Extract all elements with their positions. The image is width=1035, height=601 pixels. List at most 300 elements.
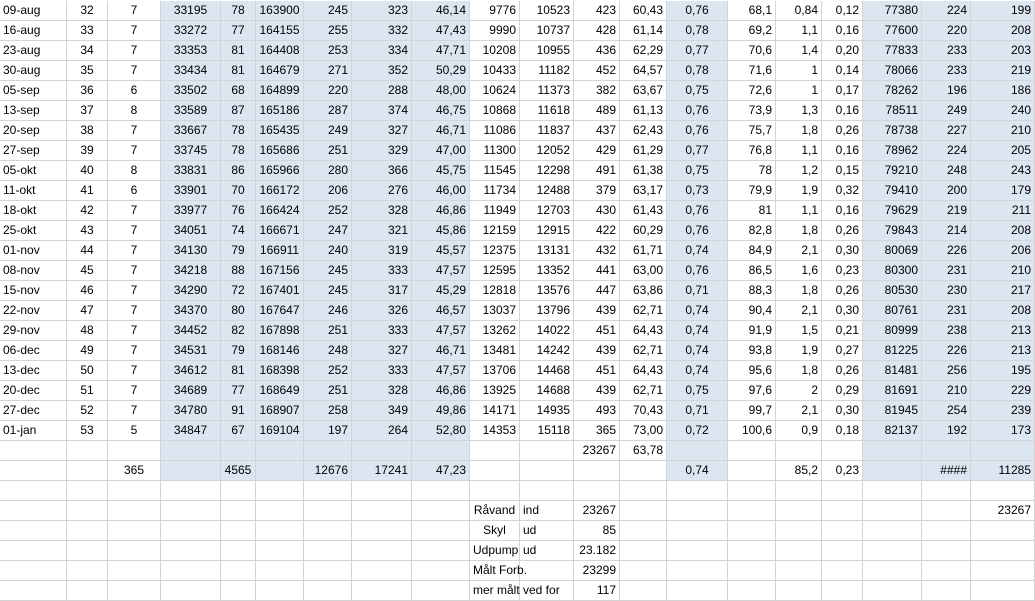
table-cell[interactable] bbox=[304, 581, 352, 601]
table-cell[interactable]: 88 bbox=[221, 261, 256, 281]
table-cell[interactable]: 211 bbox=[971, 201, 1035, 221]
table-cell[interactable]: 214 bbox=[922, 221, 971, 241]
table-cell[interactable] bbox=[67, 461, 108, 481]
table-cell[interactable]: 7 bbox=[108, 401, 161, 421]
table-cell[interactable]: 61,38 bbox=[620, 161, 667, 181]
table-cell[interactable]: 77833 bbox=[863, 41, 922, 61]
table-cell[interactable]: 365 bbox=[574, 421, 620, 441]
table-cell[interactable]: 166424 bbox=[256, 201, 304, 221]
table-cell[interactable]: 1,8 bbox=[776, 121, 822, 141]
table-cell[interactable]: 6 bbox=[108, 81, 161, 101]
table-cell[interactable]: 0,9 bbox=[776, 421, 822, 441]
table-cell[interactable] bbox=[776, 481, 822, 501]
table-cell[interactable] bbox=[667, 441, 728, 461]
table-cell[interactable]: 63,78 bbox=[620, 441, 667, 461]
table-cell[interactable]: 33901 bbox=[161, 181, 221, 201]
table-cell[interactable]: 12818 bbox=[470, 281, 520, 301]
table-cell[interactable]: 79843 bbox=[863, 221, 922, 241]
table-cell[interactable]: 81 bbox=[221, 61, 256, 81]
table-cell[interactable]: 271 bbox=[304, 61, 352, 81]
table-cell[interactable] bbox=[620, 561, 667, 581]
table-cell[interactable]: 117 bbox=[574, 581, 620, 601]
table-cell[interactable]: 13-sep bbox=[0, 101, 67, 121]
table-cell[interactable]: 0,15 bbox=[822, 161, 863, 181]
table-cell[interactable] bbox=[412, 521, 470, 541]
table-cell[interactable] bbox=[304, 541, 352, 561]
table-cell[interactable]: 47,23 bbox=[412, 461, 470, 481]
table-cell[interactable]: 15118 bbox=[520, 421, 574, 441]
table-cell[interactable]: 11-okt bbox=[0, 181, 67, 201]
table-cell[interactable]: 0,16 bbox=[822, 141, 863, 161]
table-cell[interactable]: 63,17 bbox=[620, 181, 667, 201]
table-cell[interactable] bbox=[922, 581, 971, 601]
table-cell[interactable]: 34780 bbox=[161, 401, 221, 421]
table-cell[interactable]: 80069 bbox=[863, 241, 922, 261]
table-cell[interactable]: 79410 bbox=[863, 181, 922, 201]
table-cell[interactable] bbox=[776, 541, 822, 561]
table-cell[interactable] bbox=[822, 541, 863, 561]
table-cell[interactable]: 0,76 bbox=[667, 1, 728, 21]
table-cell[interactable] bbox=[863, 561, 922, 581]
table-cell[interactable]: 46,57 bbox=[412, 301, 470, 321]
table-cell[interactable]: 05-okt bbox=[0, 161, 67, 181]
table-cell[interactable]: 11086 bbox=[470, 121, 520, 141]
table-cell[interactable] bbox=[161, 441, 221, 461]
table-cell[interactable]: 01-nov bbox=[0, 241, 67, 261]
table-cell[interactable] bbox=[412, 481, 470, 501]
table-cell[interactable]: 217 bbox=[971, 281, 1035, 301]
table-cell[interactable] bbox=[470, 441, 520, 461]
table-cell[interactable]: 0,17 bbox=[822, 81, 863, 101]
table-cell[interactable]: ud bbox=[520, 541, 574, 561]
table-cell[interactable] bbox=[620, 461, 667, 481]
table-cell[interactable]: 165186 bbox=[256, 101, 304, 121]
table-cell[interactable] bbox=[108, 521, 161, 541]
table-cell[interactable]: 72,6 bbox=[728, 81, 776, 101]
table-cell[interactable]: 77 bbox=[221, 21, 256, 41]
table-cell[interactable]: 33589 bbox=[161, 101, 221, 121]
table-cell[interactable]: 164899 bbox=[256, 81, 304, 101]
table-cell[interactable]: 06-dec bbox=[0, 341, 67, 361]
table-cell[interactable]: 213 bbox=[971, 321, 1035, 341]
table-cell[interactable]: 85,2 bbox=[776, 461, 822, 481]
table-cell[interactable]: 63,86 bbox=[620, 281, 667, 301]
table-cell[interactable]: 93,8 bbox=[728, 341, 776, 361]
table-cell[interactable]: 64,57 bbox=[620, 61, 667, 81]
table-cell[interactable]: 20-sep bbox=[0, 121, 67, 141]
table-cell[interactable]: 47,00 bbox=[412, 141, 470, 161]
table-cell[interactable]: 0,16 bbox=[822, 201, 863, 221]
table-cell[interactable]: 8 bbox=[108, 161, 161, 181]
table-cell[interactable]: 251 bbox=[304, 321, 352, 341]
table-cell[interactable] bbox=[161, 501, 221, 521]
table-cell[interactable]: 251 bbox=[304, 381, 352, 401]
table-cell[interactable]: 46,71 bbox=[412, 341, 470, 361]
table-cell[interactable]: 220 bbox=[304, 81, 352, 101]
table-cell[interactable]: 0,12 bbox=[822, 1, 863, 21]
table-cell[interactable]: 210 bbox=[971, 261, 1035, 281]
table-cell[interactable] bbox=[304, 481, 352, 501]
table-cell[interactable]: 1,8 bbox=[776, 281, 822, 301]
table-cell[interactable]: 164679 bbox=[256, 61, 304, 81]
table-cell[interactable]: 192 bbox=[922, 421, 971, 441]
table-cell[interactable]: 7 bbox=[108, 361, 161, 381]
table-cell[interactable] bbox=[352, 561, 412, 581]
table-cell[interactable]: 168146 bbox=[256, 341, 304, 361]
table-cell[interactable]: 14468 bbox=[520, 361, 574, 381]
table-cell[interactable]: 84,9 bbox=[728, 241, 776, 261]
table-cell[interactable]: 82,8 bbox=[728, 221, 776, 241]
table-cell[interactable]: 41 bbox=[67, 181, 108, 201]
table-cell[interactable]: 333 bbox=[352, 321, 412, 341]
table-cell[interactable]: 33434 bbox=[161, 61, 221, 81]
table-cell[interactable]: 233 bbox=[922, 61, 971, 81]
table-cell[interactable]: 62,71 bbox=[620, 301, 667, 321]
table-cell[interactable] bbox=[256, 561, 304, 581]
table-cell[interactable]: 0,78 bbox=[667, 61, 728, 81]
table-cell[interactable]: 10868 bbox=[470, 101, 520, 121]
table-cell[interactable]: 1 bbox=[776, 61, 822, 81]
table-cell[interactable] bbox=[620, 521, 667, 541]
table-cell[interactable]: 12703 bbox=[520, 201, 574, 221]
table-cell[interactable]: 7 bbox=[108, 341, 161, 361]
table-cell[interactable]: 14688 bbox=[520, 381, 574, 401]
table-cell[interactable]: 329 bbox=[352, 141, 412, 161]
table-cell[interactable]: 61,71 bbox=[620, 241, 667, 261]
table-cell[interactable]: 200 bbox=[922, 181, 971, 201]
table-cell[interactable] bbox=[776, 501, 822, 521]
table-cell[interactable]: 01-jan bbox=[0, 421, 67, 441]
table-cell[interactable]: 12676 bbox=[304, 461, 352, 481]
table-cell[interactable]: 167156 bbox=[256, 261, 304, 281]
table-cell[interactable]: 81225 bbox=[863, 341, 922, 361]
table-cell[interactable] bbox=[161, 581, 221, 601]
table-cell[interactable]: 253 bbox=[304, 41, 352, 61]
table-cell[interactable] bbox=[574, 461, 620, 481]
table-cell[interactable]: 0,30 bbox=[822, 241, 863, 261]
table-cell[interactable] bbox=[256, 461, 304, 481]
table-cell[interactable]: 34531 bbox=[161, 341, 221, 361]
table-cell[interactable]: 63,67 bbox=[620, 81, 667, 101]
table-cell[interactable] bbox=[520, 441, 574, 461]
table-cell[interactable]: 7 bbox=[108, 121, 161, 141]
table-cell[interactable]: 18-okt bbox=[0, 201, 67, 221]
table-cell[interactable]: 240 bbox=[971, 101, 1035, 121]
table-cell[interactable] bbox=[412, 561, 470, 581]
table-cell[interactable]: 34847 bbox=[161, 421, 221, 441]
table-cell[interactable]: 79 bbox=[221, 241, 256, 261]
table-cell[interactable]: 229 bbox=[971, 381, 1035, 401]
table-cell[interactable]: 165686 bbox=[256, 141, 304, 161]
table-cell[interactable] bbox=[0, 481, 67, 501]
table-cell[interactable]: 319 bbox=[352, 241, 412, 261]
table-cell[interactable] bbox=[728, 481, 776, 501]
table-cell[interactable]: 80530 bbox=[863, 281, 922, 301]
table-cell[interactable]: 47,71 bbox=[412, 41, 470, 61]
table-cell[interactable]: 0,78 bbox=[667, 21, 728, 41]
table-cell[interactable]: 78 bbox=[221, 1, 256, 21]
table-cell[interactable]: 45 bbox=[67, 261, 108, 281]
table-cell[interactable]: 0,74 bbox=[667, 361, 728, 381]
table-cell[interactable] bbox=[667, 541, 728, 561]
table-cell[interactable]: 0,75 bbox=[667, 161, 728, 181]
table-cell[interactable]: 249 bbox=[304, 121, 352, 141]
table-cell[interactable]: 36 bbox=[67, 81, 108, 101]
table-cell[interactable]: 48,00 bbox=[412, 81, 470, 101]
table-cell[interactable]: 32 bbox=[67, 1, 108, 21]
table-cell[interactable] bbox=[256, 541, 304, 561]
table-cell[interactable]: 374 bbox=[352, 101, 412, 121]
table-cell[interactable] bbox=[256, 521, 304, 541]
table-cell[interactable]: 1,4 bbox=[776, 41, 822, 61]
table-cell[interactable]: 1,1 bbox=[776, 141, 822, 161]
table-cell[interactable] bbox=[67, 581, 108, 601]
table-cell[interactable]: 169104 bbox=[256, 421, 304, 441]
table-cell[interactable]: 0,21 bbox=[822, 321, 863, 341]
table-cell[interactable]: 78962 bbox=[863, 141, 922, 161]
table-cell[interactable]: 7 bbox=[108, 381, 161, 401]
table-cell[interactable]: 210 bbox=[971, 121, 1035, 141]
table-cell[interactable]: 13352 bbox=[520, 261, 574, 281]
table-cell[interactable]: 34051 bbox=[161, 221, 221, 241]
table-cell[interactable]: 77380 bbox=[863, 1, 922, 21]
table-cell[interactable]: 1,3 bbox=[776, 101, 822, 121]
table-cell[interactable]: 328 bbox=[352, 201, 412, 221]
table-cell[interactable]: 258 bbox=[304, 401, 352, 421]
table-cell[interactable]: 186 bbox=[971, 81, 1035, 101]
table-cell[interactable] bbox=[221, 541, 256, 561]
table-cell[interactable]: 11373 bbox=[520, 81, 574, 101]
table-cell[interactable]: 166911 bbox=[256, 241, 304, 261]
table-cell[interactable]: 82 bbox=[221, 321, 256, 341]
table-cell[interactable] bbox=[0, 541, 67, 561]
table-cell[interactable] bbox=[520, 481, 574, 501]
table-cell[interactable]: 61,43 bbox=[620, 201, 667, 221]
table-cell[interactable]: 5 bbox=[108, 421, 161, 441]
table-cell[interactable]: 45,86 bbox=[412, 221, 470, 241]
table-cell[interactable] bbox=[221, 441, 256, 461]
table-cell[interactable]: 78 bbox=[728, 161, 776, 181]
table-cell[interactable]: 382 bbox=[574, 81, 620, 101]
table-cell[interactable] bbox=[728, 501, 776, 521]
table-cell[interactable]: 78 bbox=[221, 141, 256, 161]
table-cell[interactable]: 78511 bbox=[863, 101, 922, 121]
table-cell[interactable]: 230 bbox=[922, 281, 971, 301]
table-cell[interactable] bbox=[221, 481, 256, 501]
table-cell[interactable] bbox=[620, 581, 667, 601]
table-cell[interactable]: 11734 bbox=[470, 181, 520, 201]
table-cell[interactable]: 276 bbox=[352, 181, 412, 201]
table-cell[interactable]: 0,32 bbox=[822, 181, 863, 201]
table-cell[interactable]: 7 bbox=[108, 241, 161, 261]
table-cell[interactable]: 11618 bbox=[520, 101, 574, 121]
table-cell[interactable]: 91 bbox=[221, 401, 256, 421]
table-cell[interactable]: 251 bbox=[304, 141, 352, 161]
table-cell[interactable]: 203 bbox=[971, 41, 1035, 61]
table-cell[interactable]: 0,76 bbox=[667, 101, 728, 121]
table-cell[interactable]: 0,76 bbox=[667, 221, 728, 241]
table-cell[interactable]: 333 bbox=[352, 361, 412, 381]
table-cell[interactable]: 45,75 bbox=[412, 161, 470, 181]
table-cell[interactable]: 10737 bbox=[520, 21, 574, 41]
table-cell[interactable]: 245 bbox=[304, 1, 352, 21]
table-cell[interactable]: 33353 bbox=[161, 41, 221, 61]
table-cell[interactable] bbox=[667, 581, 728, 601]
table-cell[interactable]: 208 bbox=[971, 301, 1035, 321]
table-cell[interactable] bbox=[67, 481, 108, 501]
table-cell[interactable] bbox=[470, 461, 520, 481]
table-cell[interactable]: 33272 bbox=[161, 21, 221, 41]
table-cell[interactable]: 81 bbox=[221, 361, 256, 381]
table-cell[interactable]: 255 bbox=[304, 21, 352, 41]
table-cell[interactable]: 46,71 bbox=[412, 121, 470, 141]
table-cell[interactable] bbox=[574, 481, 620, 501]
table-cell[interactable]: 8 bbox=[108, 101, 161, 121]
table-cell[interactable]: 196 bbox=[922, 81, 971, 101]
table-cell[interactable]: 168907 bbox=[256, 401, 304, 421]
table-cell[interactable]: 288 bbox=[352, 81, 412, 101]
table-cell[interactable]: 62,71 bbox=[620, 341, 667, 361]
table-cell[interactable]: 447 bbox=[574, 281, 620, 301]
table-cell[interactable] bbox=[108, 581, 161, 601]
table-cell[interactable]: 332 bbox=[352, 21, 412, 41]
table-cell[interactable]: 167647 bbox=[256, 301, 304, 321]
table-cell[interactable]: 77600 bbox=[863, 21, 922, 41]
table-cell[interactable]: 7 bbox=[108, 221, 161, 241]
table-cell[interactable]: 328 bbox=[352, 381, 412, 401]
table-cell[interactable] bbox=[256, 441, 304, 461]
table-cell[interactable]: 0,71 bbox=[667, 401, 728, 421]
table-cell[interactable]: 47,43 bbox=[412, 21, 470, 41]
table-cell[interactable]: 226 bbox=[922, 341, 971, 361]
table-cell[interactable]: 11837 bbox=[520, 121, 574, 141]
table-cell[interactable]: 51 bbox=[67, 381, 108, 401]
table-cell[interactable]: 0,74 bbox=[667, 341, 728, 361]
table-cell[interactable]: 10433 bbox=[470, 61, 520, 81]
table-cell[interactable]: 39 bbox=[67, 141, 108, 161]
table-cell[interactable]: 22-nov bbox=[0, 301, 67, 321]
table-cell[interactable]: 60,43 bbox=[620, 1, 667, 21]
table-cell[interactable]: 166172 bbox=[256, 181, 304, 201]
table-cell[interactable] bbox=[412, 501, 470, 521]
table-cell[interactable]: 79629 bbox=[863, 201, 922, 221]
table-cell[interactable]: 76 bbox=[221, 201, 256, 221]
table-cell[interactable]: 352 bbox=[352, 61, 412, 81]
table-cell[interactable]: 27-sep bbox=[0, 141, 67, 161]
table-cell[interactable] bbox=[863, 541, 922, 561]
table-cell[interactable]: 208 bbox=[971, 221, 1035, 241]
table-cell[interactable]: 45,29 bbox=[412, 281, 470, 301]
table-cell[interactable]: 95,6 bbox=[728, 361, 776, 381]
table-cell[interactable]: 50,29 bbox=[412, 61, 470, 81]
table-cell[interactable]: 86 bbox=[221, 161, 256, 181]
table-cell[interactable]: 167401 bbox=[256, 281, 304, 301]
table-cell[interactable] bbox=[728, 461, 776, 481]
table-cell[interactable] bbox=[412, 541, 470, 561]
table-cell[interactable]: 100,6 bbox=[728, 421, 776, 441]
table-cell[interactable]: 1,1 bbox=[776, 21, 822, 41]
table-cell[interactable]: 168649 bbox=[256, 381, 304, 401]
table-cell[interactable]: 0,14 bbox=[822, 61, 863, 81]
table-cell[interactable]: 7 bbox=[108, 201, 161, 221]
table-cell[interactable]: 199 bbox=[971, 1, 1035, 21]
table-cell[interactable]: #### bbox=[922, 461, 971, 481]
table-cell[interactable]: 81 bbox=[221, 41, 256, 61]
table-cell[interactable] bbox=[922, 441, 971, 461]
table-cell[interactable]: 86,5 bbox=[728, 261, 776, 281]
table-cell[interactable]: 0,26 bbox=[822, 221, 863, 241]
table-cell[interactable]: 287 bbox=[304, 101, 352, 121]
table-cell[interactable]: 68 bbox=[221, 81, 256, 101]
table-cell[interactable]: 13262 bbox=[470, 321, 520, 341]
table-cell[interactable]: 81 bbox=[728, 201, 776, 221]
table-cell[interactable]: 47 bbox=[67, 301, 108, 321]
table-cell[interactable] bbox=[971, 441, 1035, 461]
table-cell[interactable]: 79210 bbox=[863, 161, 922, 181]
table-cell[interactable]: 1,2 bbox=[776, 161, 822, 181]
table-cell[interactable]: 29-nov bbox=[0, 321, 67, 341]
table-cell[interactable] bbox=[520, 581, 574, 601]
table-cell[interactable]: 49 bbox=[67, 341, 108, 361]
table-cell[interactable]: 333 bbox=[352, 261, 412, 281]
table-cell[interactable] bbox=[822, 501, 863, 521]
table-cell[interactable]: 47,57 bbox=[412, 321, 470, 341]
table-cell[interactable] bbox=[67, 441, 108, 461]
table-cell[interactable]: 12159 bbox=[470, 221, 520, 241]
table-cell[interactable]: 79,9 bbox=[728, 181, 776, 201]
table-cell[interactable]: 34452 bbox=[161, 321, 221, 341]
table-cell[interactable]: 1,1 bbox=[776, 201, 822, 221]
table-cell[interactable]: 164155 bbox=[256, 21, 304, 41]
table-cell[interactable]: 0,75 bbox=[667, 381, 728, 401]
table-cell[interactable]: 219 bbox=[971, 61, 1035, 81]
table-cell[interactable]: 23-aug bbox=[0, 41, 67, 61]
table-cell[interactable]: 46,86 bbox=[412, 381, 470, 401]
table-cell[interactable]: 173 bbox=[971, 421, 1035, 441]
table-cell[interactable]: 0,23 bbox=[822, 261, 863, 281]
table-cell[interactable]: 46,75 bbox=[412, 101, 470, 121]
table-cell[interactable] bbox=[620, 481, 667, 501]
table-cell[interactable]: 0,77 bbox=[667, 41, 728, 61]
table-cell[interactable]: 220 bbox=[922, 21, 971, 41]
table-cell[interactable]: 0,74 bbox=[667, 241, 728, 261]
table-cell[interactable] bbox=[971, 521, 1035, 541]
table-cell[interactable] bbox=[67, 561, 108, 581]
table-cell[interactable] bbox=[667, 521, 728, 541]
table-cell[interactable]: 323 bbox=[352, 1, 412, 21]
table-cell[interactable]: 08-nov bbox=[0, 261, 67, 281]
table-cell[interactable] bbox=[922, 541, 971, 561]
table-cell[interactable]: 34689 bbox=[161, 381, 221, 401]
table-cell[interactable] bbox=[863, 501, 922, 521]
table-cell[interactable]: 64,43 bbox=[620, 361, 667, 381]
table-cell[interactable]: 252 bbox=[304, 361, 352, 381]
table-cell[interactable]: 23267 bbox=[574, 501, 620, 521]
table-cell[interactable]: 62,29 bbox=[620, 41, 667, 61]
table-cell[interactable]: mer målt ved for bbox=[470, 581, 520, 601]
table-cell[interactable]: 13796 bbox=[520, 301, 574, 321]
table-cell[interactable]: ind bbox=[520, 501, 574, 521]
table-cell[interactable]: 52 bbox=[67, 401, 108, 421]
table-cell[interactable]: 254 bbox=[922, 401, 971, 421]
table-cell[interactable] bbox=[470, 481, 520, 501]
table-cell[interactable]: 349 bbox=[352, 401, 412, 421]
table-cell[interactable] bbox=[108, 501, 161, 521]
table-cell[interactable] bbox=[863, 461, 922, 481]
table-cell[interactable]: 14171 bbox=[470, 401, 520, 421]
table-cell[interactable] bbox=[108, 561, 161, 581]
table-cell[interactable]: 429 bbox=[574, 141, 620, 161]
